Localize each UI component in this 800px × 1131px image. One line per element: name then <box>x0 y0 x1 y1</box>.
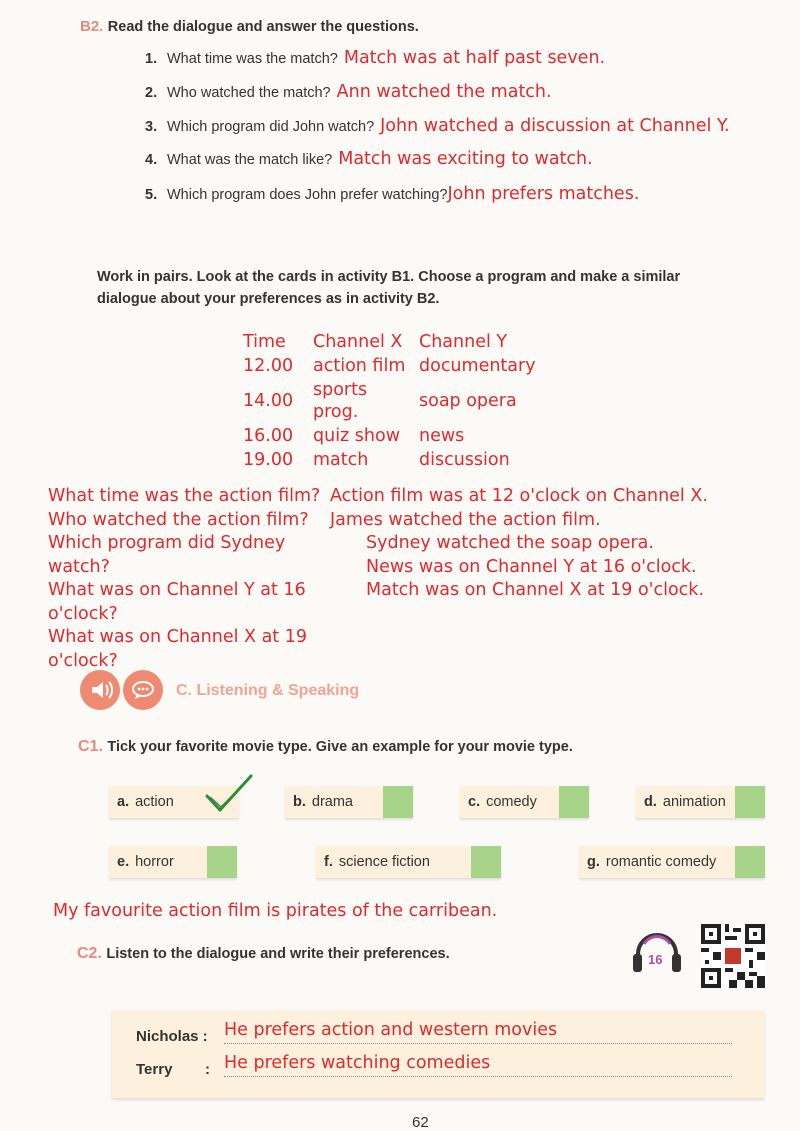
schedule-row <box>243 448 548 472</box>
c1-example-answer: My favourite action film is pirates of the carribean. <box>53 901 498 921</box>
schedule-channel-y: documentary <box>419 356 536 376</box>
c2-heading <box>77 945 450 963</box>
tick-box[interactable] <box>383 786 413 818</box>
schedule-channel-x: match <box>313 450 369 470</box>
answer-line <box>224 1043 732 1044</box>
schedule-time: 12.00 <box>243 356 294 376</box>
tick-box[interactable] <box>207 846 237 878</box>
tick-box[interactable] <box>471 846 501 878</box>
dialogue-question: Which program did Sydney watch? <box>48 533 286 577</box>
option-text: science fiction <box>338 854 430 870</box>
c1-instruction: Tick your favorite movie type. Give an example for your movie type. <box>107 739 573 755</box>
b2-heading <box>80 18 419 36</box>
name-nicholas: Nicholas : <box>136 1028 208 1045</box>
option-card-romantic-comedy[interactable] <box>579 846 765 878</box>
schedule-table <box>243 330 548 472</box>
qr-code[interactable] <box>701 924 765 988</box>
question-answer: John watched a discussion at Channel Y. <box>380 116 730 136</box>
schedule-header-channel-x: Channel X <box>313 332 403 352</box>
name-terry-colon: : <box>205 1061 210 1078</box>
dialogue-answer-1: Action film was at 12 o'clock on Channel X. <box>330 486 708 506</box>
question-number: 2. <box>145 85 158 101</box>
audio-track-number: 16 <box>648 952 663 967</box>
b3-instruction-line-2: dialogue about your preferences as in activity B2. <box>97 291 440 307</box>
answer-terry[interactable]: He prefers watching comedies <box>224 1053 491 1073</box>
option-text: comedy <box>486 794 537 810</box>
speaking-icon <box>123 670 163 710</box>
c2-label: C2. <box>77 945 102 962</box>
tick-box[interactable] <box>735 786 765 818</box>
c1-label: C1. <box>78 738 103 755</box>
question-text: Which program does John prefer watching? <box>167 187 448 203</box>
option-letter: f. <box>324 854 333 870</box>
schedule-time: 16.00 <box>243 426 294 446</box>
option-letter: a. <box>117 794 130 810</box>
b2-instruction: Read the dialogue and answer the questions. <box>107 19 419 35</box>
dialogue-questions <box>48 485 338 673</box>
dialogue-question: What time was the action film? <box>48 486 321 506</box>
schedule-channel-y: soap opera <box>419 391 517 411</box>
dialogue-answer-3: Sydney watched the soap opera. <box>366 533 654 553</box>
schedule-time: 14.00 <box>243 391 294 411</box>
option-letter: d. <box>644 794 657 810</box>
question-number: 5. <box>145 187 158 203</box>
option-card-horror[interactable] <box>109 846 237 878</box>
tick-box[interactable] <box>735 846 765 878</box>
option-text: drama <box>311 794 353 810</box>
dialogue-question: Who watched the action film? <box>48 509 309 530</box>
question-number: 1. <box>145 51 158 67</box>
b3-instruction <box>97 266 680 310</box>
option-card-comedy[interactable] <box>460 786 589 818</box>
dialogue-question: What was on Channel Y at 16 o'clock? <box>48 580 306 624</box>
tick-box[interactable] <box>559 786 589 818</box>
listening-icon <box>80 670 120 710</box>
option-card-science-fiction[interactable] <box>316 846 501 878</box>
schedule-row <box>243 424 548 448</box>
dialogue-answer-4: News was on Channel Y at 16 o'clock. <box>366 556 697 577</box>
schedule-channel-x: sports prog. <box>313 380 368 422</box>
question-text: What time was the match? <box>167 51 338 67</box>
schedule-channel-y: discussion <box>419 450 510 470</box>
question-text: Who watched the match? <box>167 85 331 101</box>
option-text: horror <box>135 854 174 870</box>
name-terry: Terry <box>136 1061 173 1078</box>
question-number: 4. <box>145 152 158 168</box>
option-letter: g. <box>587 854 600 870</box>
schedule-time: 19.00 <box>243 450 294 470</box>
b2-question-5 <box>145 184 639 204</box>
c1-heading <box>78 738 573 756</box>
option-letter: e. <box>117 854 130 870</box>
dialogue-answer-5: Match was on Channel X at 19 o'clock. <box>366 580 705 600</box>
option-card-drama[interactable] <box>285 786 413 818</box>
option-letter: c. <box>468 794 481 810</box>
question-answer: John prefers matches. <box>447 184 640 204</box>
schedule-header-row <box>243 330 548 354</box>
dialogue-answer-2: James watched the action film. <box>330 509 601 530</box>
b2-label: B2. <box>80 18 104 35</box>
schedule-header-channel-y: Channel Y <box>419 332 508 352</box>
tick-mark-icon <box>204 772 254 816</box>
question-text: Which program did John watch? <box>167 119 375 135</box>
answer-nicholas[interactable]: He prefers action and western movies <box>224 1020 558 1040</box>
qr-code-icon <box>701 924 765 988</box>
answer-line <box>224 1076 732 1077</box>
question-answer: Ann watched the match. <box>336 82 552 102</box>
b2-question-2 <box>145 82 552 102</box>
b2-question-3 <box>145 116 730 136</box>
page-number: 62 <box>412 1114 429 1131</box>
c2-instruction: Listen to the dialogue and write their preferences. <box>106 946 450 962</box>
schedule-header-time: Time <box>243 332 286 352</box>
option-text: action <box>135 794 174 810</box>
question-answer: Match was at half past seven. <box>343 48 606 68</box>
audio-track-button[interactable] <box>630 932 684 976</box>
option-text: romantic comedy <box>605 854 717 870</box>
b2-question-1 <box>145 48 605 68</box>
b2-question-4 <box>145 149 593 169</box>
dialogue-question: What was on Channel X at 19 o'clock? <box>48 627 307 671</box>
b3-instruction-line-1: Work in pairs. Look at the cards in activity B1. Choose a program and make a similar <box>97 269 681 285</box>
section-c-title: C. Listening & Speaking <box>176 682 360 699</box>
c2-answer-box <box>112 1010 764 1098</box>
schedule-channel-x: action film <box>313 356 406 376</box>
question-text: What was the match like? <box>167 152 333 168</box>
schedule-channel-x: quiz show <box>313 426 401 446</box>
schedule-channel-y: news <box>419 426 465 446</box>
question-number: 3. <box>145 119 158 135</box>
option-card-animation[interactable] <box>636 786 765 818</box>
schedule-row <box>243 378 548 424</box>
option-text: animation <box>662 794 726 810</box>
question-answer: Match was exciting to watch. <box>338 149 593 169</box>
schedule-row <box>243 354 548 378</box>
option-letter: b. <box>293 794 306 810</box>
